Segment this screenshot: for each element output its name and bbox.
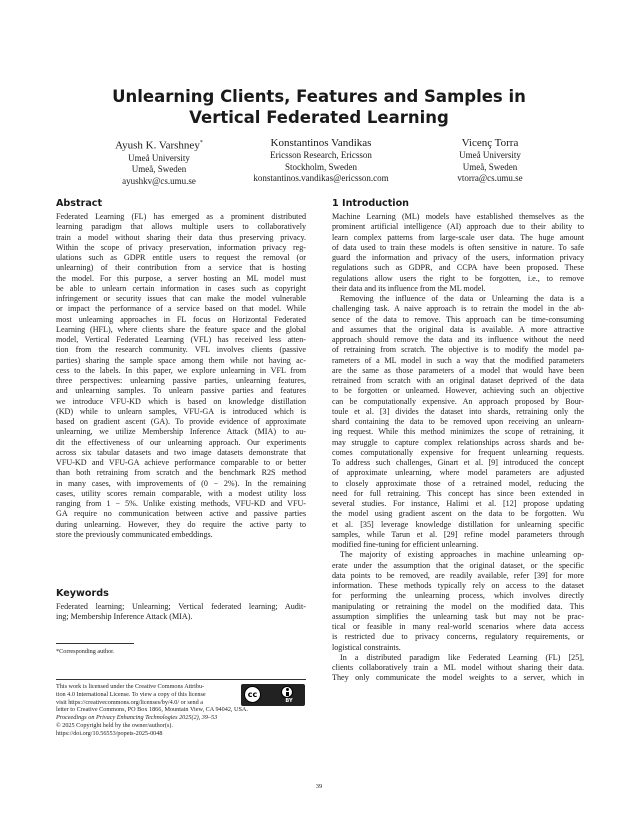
creative-commons-by-icon	[241, 684, 305, 706]
text-line: cases, utility scores remain comparable, with a modest utility loss	[56, 488, 306, 498]
text-line: regulations allow users the right to be forgotten, i.e., to remove	[332, 273, 584, 283]
text-line: erate under the assumption that the original dataset, or the specific	[332, 560, 584, 570]
text-line: learn complex patterns from large-scale user data. The huge amount	[332, 232, 584, 242]
intro-paragraph	[332, 550, 584, 653]
author-affiliation: Umeå University	[459, 150, 521, 160]
author-affiliation: Ericsson Research, Ericsson	[270, 150, 372, 160]
text-line: of retraining from scratch. The objective is to modify the model pa-	[332, 345, 584, 355]
text-line: In a distributed paradigm like Federated Learning (FL) [25],	[340, 652, 584, 662]
author-email[interactable]: vtorra@cs.umu.se	[457, 173, 523, 184]
text-line: during unlearning. However, they do require the active party to	[56, 519, 306, 529]
text-line: learning paradigm that allows multiple users to collaboratively	[56, 222, 306, 232]
text-line: or impact the performance of a service based on that model. While	[56, 304, 306, 314]
text-line: cess to the labels. In this paper, we explore unlearning in VFL from	[56, 365, 306, 375]
text-line: their data and its influence from the ML model.	[332, 283, 486, 293]
author-name: Vicenç Torra	[461, 137, 519, 149]
license-line: tion 4.0 International License. To view a copy of this license	[56, 690, 206, 698]
introduction-body	[332, 212, 584, 684]
license-line[interactable]: https://doi.org/10.56553/popets-2025-0048	[56, 729, 163, 737]
text-line: are the same as those parameters of a model that would have been	[332, 365, 584, 375]
keywords-body	[56, 602, 306, 623]
text-line: need for full retraining. This concept has since been extended in	[332, 488, 584, 498]
text-line: regulations such as GDPR, and CCPA have been proposed. These	[332, 263, 584, 273]
intro-paragraph	[332, 294, 584, 550]
license-text	[56, 683, 248, 738]
text-line: shard containing the data to be removed upon receiving an unlearn-	[332, 417, 584, 426]
abstract-body	[56, 212, 306, 540]
text-line: clients collaboratively train a ML model without sharing their data.	[332, 663, 584, 672]
text-line: unlearning, we utilize Membership Inference Attack (MIA) to au-	[56, 427, 306, 437]
text-line: the model. For this purpose, a server hosting an ML model must	[56, 273, 306, 283]
author-block-2	[222, 136, 420, 185]
text-line: To address such challenges, Ginart et al. [9] introduced the concept	[332, 458, 584, 467]
text-line: Machine Learning (ML) models have established themselves as the	[332, 212, 584, 221]
text-line: the model using gradient ascent on the data to be forgotten. Wu	[332, 509, 584, 519]
text-line: can be computationally expensive. An approach proposed by Bour-	[332, 396, 584, 406]
text-line: train a model without sharing their data thus preserving privacy.	[56, 232, 306, 242]
text-line: tical or feasible in many real-world scenarios where data access	[332, 622, 584, 631]
text-line: dit the effectiveness of our unlearning approach. Our experiments	[56, 437, 306, 447]
text-line: three perspectives: unlearning passive parties, unlearning features,	[56, 376, 306, 385]
author-email[interactable]: konstantinos.vandikas@ericsson.com	[253, 173, 389, 184]
text-line: data points to be removed, are readily available, refer [39] for more	[332, 570, 584, 580]
text-line: modified fine-tuning for efficient unlearning.	[332, 540, 479, 549]
text-line: across six tabular datasets and two image datasets demonstrate that	[56, 447, 306, 457]
footnote: *Corresponding author.	[56, 648, 115, 655]
text-line: and assumes that the original data is available. A more attractive	[332, 324, 584, 334]
license-line: © 2025 Copyright held by the owner/author(s).	[56, 721, 173, 729]
license-line: This work is licensed under the Creative Commons Attribu-	[56, 683, 205, 690]
text-line: than both retraining from scratch and the benchmark R2S method	[56, 468, 306, 478]
text-line: Within the scope of privacy preservation, information privacy reg-	[56, 242, 306, 252]
title-line-2: Vertical Federated Learning	[189, 108, 449, 127]
license-line: visit https://creativecommons.org/licenses/by/4.0/ or send a	[56, 698, 203, 706]
license-rule	[56, 679, 306, 680]
text-line: is restricted due to privacy concerns, regulatory requirements, or	[332, 632, 584, 642]
text-line: of data used to train these models is often sensitive in nature. To safe	[332, 242, 584, 252]
text-line: sence of the data to remove. This approach can be time-consuming	[332, 314, 584, 324]
text-line: ranging from 1 − 5%. Unlike existing methods, VFU-KD and VFU-	[56, 499, 306, 508]
text-line: most unlearning approaches in FL focus on Horizontal Federated	[56, 314, 306, 324]
text-line: may struggle to capture complex relationships across shards and be-	[332, 437, 584, 447]
text-line: store the previously communicated embeddings.	[56, 529, 213, 539]
text-line: infringement or security issues that can make the model vulnerable	[56, 294, 306, 303]
author-block-3	[440, 136, 540, 185]
text-line: we introduce VFU-KD which is based on knowledge distillation	[56, 396, 306, 406]
text-line: assumption simplifies the unlearning task but may not be prac-	[332, 611, 584, 621]
text-line: GA require no communication between active and passive parties	[56, 509, 306, 519]
title-line-1: Unlearning Clients, Features and Samples in	[112, 87, 526, 106]
text-line: comes computationally expensive for frequent unlearning requests.	[332, 447, 584, 457]
intro-paragraph	[332, 212, 584, 294]
author-name: Konstantinos Vandikas	[270, 137, 372, 149]
author-block-1	[94, 136, 224, 187]
text-line: to closely approximate those of a retrained model, reducing the	[332, 478, 584, 488]
text-line: tion from the research community. VFL involves clients (passive	[56, 345, 306, 355]
text-line: unlearning) of their contribution from a service that is hosting	[56, 263, 306, 273]
author-location: Stockholm, Sweden	[285, 161, 357, 172]
cc-by-label: BY	[285, 698, 293, 704]
author-affiliation: Umeå University	[128, 152, 190, 163]
keywords-heading: Keywords	[56, 588, 109, 599]
text-line: model, Vertical Federated Learning (VFL) has received less atten-	[56, 335, 306, 344]
cc-symbol: cc	[244, 686, 261, 703]
text-line: to be forgotten or unlearned. However, achieving such an objective	[332, 386, 584, 396]
text-line: logistical constraints.	[332, 642, 401, 652]
text-line: Federated learning; Unlearning; Vertical federated learning; Audit-	[56, 602, 306, 611]
abstract-heading: Abstract	[56, 198, 103, 209]
text-line: and unlearning samples. To unlearn passive parties and features	[56, 386, 306, 396]
text-line: for performing the unlearning process, which involves directly	[332, 591, 584, 601]
paper-title	[0, 86, 638, 128]
person-icon	[281, 686, 293, 698]
license-line: letter to Creative Commons, PO Box 1866, Mountain View, CA 94042, USA.	[56, 706, 248, 714]
text-line: ulations such as GDPR entitle users to request the removal (or	[56, 253, 306, 262]
text-line: Removing the influence of the data or Unlearning the data is a	[340, 294, 584, 303]
author-location: Umeå, Sweden	[131, 164, 187, 175]
text-line: Learning (HFL), where clients share the feature space and the global	[56, 324, 306, 334]
text-line: of approximate unlearning, where model parameters are adjusted	[332, 468, 584, 478]
text-line: manipulating or retraining the model on the modified data. This	[332, 601, 584, 611]
author-location: Umeå, Sweden	[462, 161, 518, 172]
text-line: samples, while Tarun et al. [29] refine model parameters through	[332, 529, 584, 539]
text-line: They only communicate the model weights to a server, which in	[332, 673, 584, 683]
text-line: ing request. While this method minimizes the scope of retraining, it	[332, 427, 584, 437]
text-line: toule et al. [3] divides the dataset into shards, retraining only the	[332, 406, 584, 416]
introduction-heading: 1 Introduction	[332, 198, 410, 209]
text-line: several studies. For instance, Halimi et al. [12] propose updating	[332, 499, 584, 508]
author-email[interactable]: ayushkv@cs.umu.se	[122, 175, 196, 186]
text-line: retrained from scratch with an original dataset deprived of the data	[332, 376, 584, 385]
author-name: Ayush K. Varshney*	[115, 139, 203, 152]
text-line: parties) sharing the sample space among them while not having ac-	[56, 355, 306, 365]
text-line: Federated Learning (FL) has emerged as a prominent distributed	[56, 212, 306, 221]
text-line: prominent artificial intelligence (AI) approach due to their ability to	[332, 222, 584, 232]
text-line: in many cases, with improvements of (0 − 2%). In the remaining	[56, 478, 306, 488]
license-line: Proceedings on Privacy Enhancing Technologies 2025(2), 39–53	[56, 714, 218, 722]
text-line: guard the information and privacy of the users, information privacy	[332, 253, 584, 262]
text-line: information. These methods typically rely on access to the dataset	[332, 581, 584, 590]
text-line: (KD) while to unlearn samples, VFU-GA is introduced which is	[56, 406, 306, 416]
page-number: 39	[315, 783, 323, 790]
text-line: VFU-KD and VFU-GA achieve performance comparable to or better	[56, 458, 306, 467]
text-line: challenging task. A naive approach is to retrain the model in the ab-	[332, 304, 584, 314]
text-line: be able to unlearn certain information in cases such as copyright	[56, 283, 306, 293]
text-line: The majority of existing approaches in machine unlearning op-	[340, 550, 584, 560]
text-line: approach should remove the data and its influence without the need	[332, 335, 584, 344]
text-line: based on gradient ascent (GA). To provide evidence of approximate	[56, 417, 306, 426]
text-line: rameters of a ML model in such a way that the modified parameters	[332, 355, 584, 365]
intro-paragraph	[332, 653, 584, 684]
text-line: et al. [35] leverage knowledge distillation for unlearning specific	[332, 519, 584, 529]
footnote-rule	[56, 643, 134, 644]
text-line: ing; Membership Inference Attack (MIA).	[56, 612, 193, 622]
